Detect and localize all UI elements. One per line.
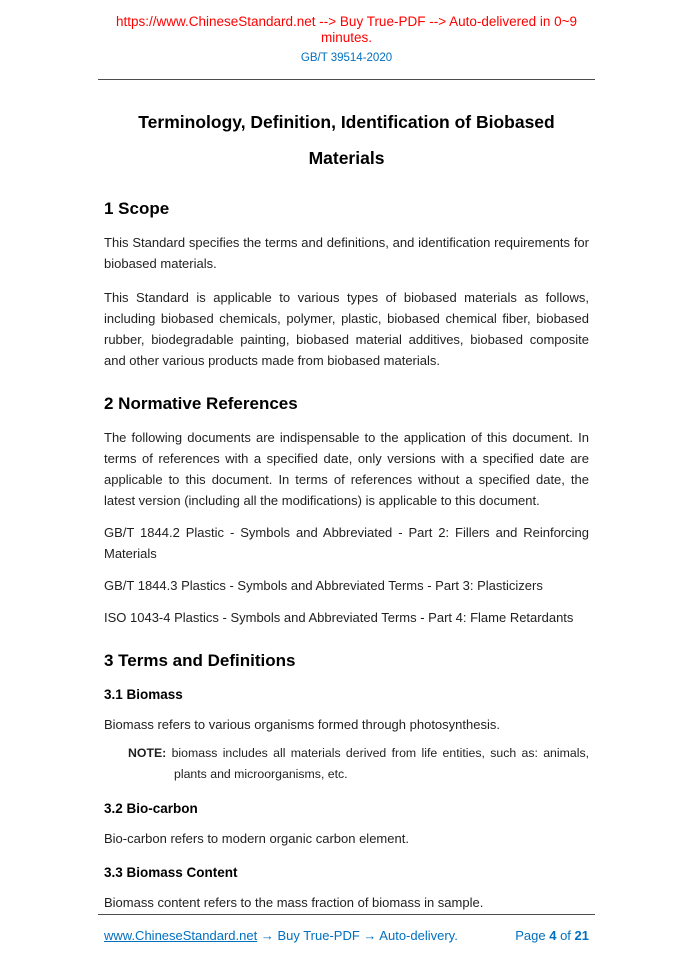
scope-paragraph-1: This Standard specifies the terms and definitions, and identification requirements for biobased materials. bbox=[104, 235, 589, 271]
footer-tagline: → Buy True-PDF → Auto-delivery. bbox=[260, 928, 458, 943]
title-line-1: Terminology, Definition, Identification of Biobased bbox=[138, 112, 555, 132]
document-title bbox=[104, 104, 589, 176]
normative-paragraph: The following documents are indispensable to the application of this document. In terms of references with a specified date, only versions with a specified date are applicable to this document. In terms of references without a specified date, the latest version (including all the modifications) is applicable to this document. bbox=[104, 430, 589, 508]
promo-banner-link[interactable]: https://www.ChineseStandard.net --> Buy True-PDF --> Auto-delivered in 0~9 minutes. bbox=[115, 14, 578, 45]
note-label: NOTE: bbox=[128, 746, 167, 760]
term-heading-bio-carbon: 3.2 Bio-carbon bbox=[104, 801, 198, 816]
footer-promo bbox=[104, 928, 458, 944]
term-heading-biomass: 3.1 Biomass bbox=[104, 687, 183, 702]
section-heading-normative-references: 2 Normative References bbox=[104, 394, 298, 413]
term-heading-biomass-content: 3.3 Biomass Content bbox=[104, 865, 238, 880]
scope-paragraph-2: This Standard is applicable to various types of biobased materials as follows, including biobased chemicals, polymer, plastic, biobased chemical fiber, biobased rubber, biodegradable painting, biobased material additives, biobased composite and other various products made from biobased materials. bbox=[104, 290, 589, 368]
term-definition-bio-carbon: Bio-carbon refers to modern organic carbon element. bbox=[104, 831, 409, 846]
footer-divider bbox=[98, 914, 595, 915]
title-line-2: Materials bbox=[308, 148, 385, 168]
total-page-number: 21 bbox=[574, 928, 589, 943]
term-note-biomass bbox=[128, 743, 589, 785]
term-definition-biomass: Biomass refers to various organisms formed through photosynthesis. bbox=[104, 717, 500, 732]
footer-website-link[interactable]: www.ChineseStandard.net bbox=[104, 928, 258, 943]
of-label: of bbox=[560, 928, 571, 943]
header-divider bbox=[98, 79, 595, 80]
reference-item-1: GB/T 1844.2 Plastic - Symbols and Abbreviated - Part 2: Fillers and Reinforcing Materials bbox=[104, 525, 589, 561]
page-footer bbox=[104, 914, 589, 944]
term-definition-biomass-content: Biomass content refers to the mass fraction of biomass in sample. bbox=[104, 895, 484, 910]
current-page-number: 4 bbox=[549, 928, 557, 943]
section-heading-terms-definitions: 3 Terms and Definitions bbox=[104, 651, 296, 670]
note-text: biomass includes all materials derived from life entities, such as: animals, plants and microorganisms, etc. bbox=[171, 746, 590, 781]
section-heading-scope: 1 Scope bbox=[104, 199, 170, 218]
standard-number: GB/T 39514-2020 bbox=[300, 52, 393, 64]
page-indicator bbox=[515, 928, 589, 944]
page-label: Page bbox=[515, 928, 546, 943]
reference-item-2: GB/T 1844.3 Plastics - Symbols and Abbreviated Terms - Part 3: Plasticizers bbox=[104, 578, 543, 593]
reference-item-3: ISO 1043-4 Plastics - Symbols and Abbreviated Terms - Part 4: Flame Retardants bbox=[104, 610, 574, 625]
